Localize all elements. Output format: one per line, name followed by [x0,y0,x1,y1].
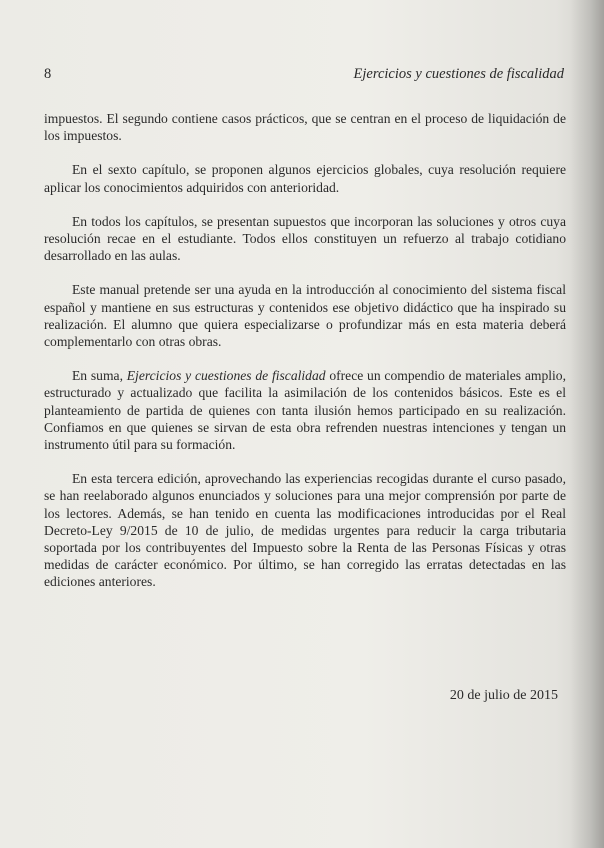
spine-shadow [570,0,604,848]
paragraph-4: Este manual pretende ser una ayuda en la introducción al conocimiento del sistema fiscal español y mantiene en sus estructuras y contenidos ese objetivo didáctico que ha inspirado su realización. El alumno que quiera especializarse o profundizar más en esta materia deberá complementarlo con otras obras. [44,282,566,350]
paragraph-2: En el sexto capítulo, se proponen algunos ejercicios globales, cuya resolución requiere aplicar los conocimientos adquiridos con anterioridad. [44,162,566,195]
body-text [44,110,566,608]
page-number: 8 [44,66,52,82]
paragraph-3: En todos los capítulos, se presentan supuestos que incorporan las soluciones y otros cuya resolución recae en el estudiante. Todos ellos constituyen un refuerzo al trabajo cotidiano desarrollado en las aulas. [44,213,566,264]
running-title: Ejercicios y cuestiones de fiscalidad [353,66,564,82]
paragraph-5 [44,367,566,453]
paragraph-5-rest: ofrece un compendio de materiales amplio, estructurado y actualizado que facilita la asimilación de los contenidos básicos. Este es el planteamiento de partida de quienes con tanta ilusión hemos participado en su realización. Confiamos en que quienes se sirvan de esta obra refrenden nuestras intenciones y tengan un instrumento útil para su formación. [44,368,566,453]
paragraph-1: impuestos. El segundo contiene casos prácticos, que se centran en el proceso de liquidación de los impuestos. [44,111,566,144]
paragraph-5-lead: En suma, [72,368,127,384]
date-line: 20 de julio de 2015 [449,688,558,703]
page-header [44,66,564,86]
book-title-italic: Ejercicios y cuestiones de fiscalidad [126,368,326,384]
paragraph-6: En esta tercera edición, aprovechando las experiencias recogidas durante el curso pasado, se han reelaborado algunos enunciados y soluciones para una mejor comprensión por parte de los lectores. Además, se han tenido en cuenta las modificaciones introducidas por el Real Decreto-Ley 9/2015 de 10 de julio, de medidas urgentes para reducir la carga tributaria soportada por los contribuyentes del Impuesto sobre la Renta de las Personas Físicas y otras medidas de carácter económico. Por último, se han corregido las erratas detectadas en las ediciones anteriores. [44,471,566,590]
